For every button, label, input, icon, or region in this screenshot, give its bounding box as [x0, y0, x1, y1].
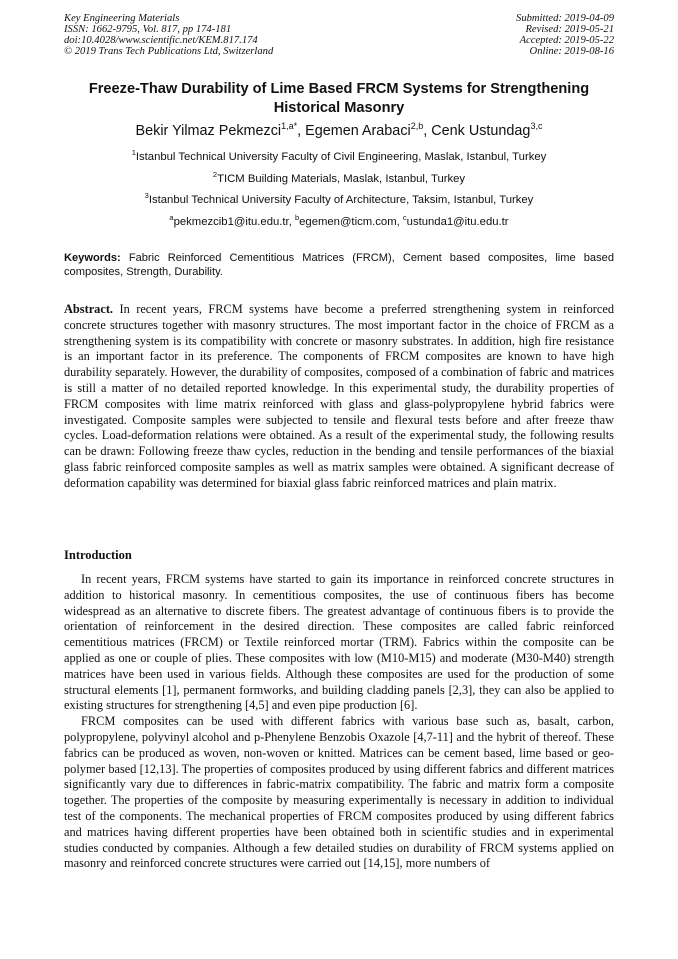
submission-dates — [516, 14, 614, 58]
abstract — [64, 302, 614, 492]
revised-date: Revised: 2019-05-21 — [525, 23, 614, 35]
journal-issn: ISSN: 1662-9795, Vol. 817, pp 174-181 — [64, 23, 232, 35]
email-link[interactable]: ustunda1@itu.edu.tr — [406, 216, 509, 228]
affiliation-3 — [64, 193, 614, 207]
author-name: Egemen Arabaci — [305, 123, 411, 139]
journal-name: Key Engineering Materials — [64, 13, 180, 24]
accepted-date: Accepted: 2019-05-22 — [519, 34, 614, 46]
submitted-date: Submitted: 2019-04-09 — [516, 13, 614, 24]
affiliation-text: Istanbul Technical University Faculty of Civil Engineering, Maslak, Istanbul, Turkey — [135, 151, 547, 163]
author-name: Cenk Ustundag — [431, 123, 531, 139]
section-heading-introduction: Introduction — [64, 548, 132, 562]
email-list — [64, 215, 614, 229]
journal-doi: doi:10.4028/www.scientific.net/KEM.817.174 — [64, 34, 258, 46]
author-sup: 2,b — [410, 121, 424, 131]
journal-copyright: © 2019 Trans Tech Publications Ltd, Switzerland — [64, 45, 274, 57]
email-sup: a — [169, 213, 174, 222]
email-link[interactable]: egemen@ticm.com — [299, 216, 397, 228]
author-name: Bekir Yilmaz Pekmezci — [135, 123, 282, 139]
affiliation-sup: 3 — [144, 191, 149, 200]
email-link[interactable]: pekmezcib1@itu.edu.tr — [173, 216, 289, 228]
affiliation-2 — [64, 172, 614, 186]
introduction-paragraph-1: In recent years, FRCM systems have started to gain its importance in reinforced concrete structures in addition to historical masonry. In cementitious composites, the use of continuous fibers has become widespread as an alternative to discrete fibers. The greatest advantage of continuous fibers is to provide the orientation of reinforcement in the desired direction. These composites are called fabric reinforced cementitious matrices (FRCM) or Textile reinforced mortar (TRM). Fabrics within the composite can be applied as one or couple of plies. These composites with low (M10-M15) and moderate (M30-M40) strength matrices have been used in various fields. Although these composites are used for the production of some structural elements [1], permanent formworks, and building cladding panels [2,3], they can also be applied to existing structures for strengthening [4,5] and even pipe production [6]. — [64, 572, 614, 713]
affiliation-text: TICM Building Materials, Maslak, Istanbul, Turkey — [217, 173, 466, 185]
keywords-label: Keywords: — [64, 252, 121, 264]
email-sep: , — [396, 216, 403, 228]
affiliation-sup: 1 — [131, 148, 136, 157]
email-sup: c — [402, 213, 407, 222]
online-date: Online: 2019-08-16 — [529, 45, 614, 57]
affiliation-sup: 2 — [212, 170, 218, 179]
author-sep: , — [423, 123, 432, 139]
author-sep: , — [297, 123, 306, 139]
affiliation-text: Istanbul Technical University Faculty of Architecture, Taksim, Istanbul, Turkey — [148, 194, 534, 206]
keywords — [64, 251, 614, 279]
affiliation-1 — [64, 150, 614, 164]
author-sup: 1,a* — [281, 121, 298, 131]
email-sup: b — [294, 213, 300, 222]
abstract-label: Abstract. — [64, 302, 114, 316]
keywords-text: Fabric Reinforced Cementitious Matrices (FRCM), Cement based composites, lime based composites, Strength, Durability. — [64, 252, 614, 279]
paper-title: Freeze-Thaw Durability of Lime Based FRCM Systems for Strengthening Historical Masonry — [88, 81, 590, 116]
abstract-text: In recent years, FRCM systems have become a preferred strengthening system in reinforced concrete structures together with masonry structures. The most important factor in the choice of FRCM as a strengthening system is its compatibility with concrete or masonry substrates. In addition, high fire resistance is an important factor in its preference. The components of FRCM composites are known to have high durability separately. However, the durability of composites, composed of a combination of fabric and matrices is still a matter of no detailed reported knowledge. In this experimental study, the durability properties of FRCM composites with lime matrix reinforced with glass and glass-polypropylene hybrid fabrics were investigated. Composite samples were subjected to tensile and flexural tests before and after freeze thaw cycles. Load-deformation relations were obtained. As a result of the experimental study, the following results can be drawn: Following freeze thaw cycles, reduction in the bending and tensile performances of the biaxial glass fabric reinforced composite samples as well as matrix samples were obtained. A significant decrease of deformation capability was determined for biaxial glass fabric reinforced matrices and plain matrix. — [64, 302, 614, 490]
author-sup: 3,c — [530, 121, 543, 131]
introduction-paragraph-2: FRCM composites can be used with different fabrics with various base such as, basalt, carbon, polypropylene, polyvinyl alcohol and p-Phenylene Benzobis Oxazole [4,7-11] and the hybrit of thereof. These fabrics can be produced as woven, non-woven or knitted. Matrices can be cement based, lime based or geo-polymer based [12,13]. The properties of composites produced by using different fabrics and different matrices significantly vary due to differences in fabric-matrix compatibility. The fabric and matrix form a composite together. The properties of the composite by measuring experimentally is necessary in addition to individual test of the components. The mechanical properties of FRCM composites produced by using different fabrics and matrices having different properties have been obtained both in scientific studies and in experimental studies conducted by companies. Although a few detailed studies on durability of FRCM systems applied on masonry and reinforced concrete structures were carried out [14,15], more numbers of — [64, 714, 614, 871]
journal-info — [64, 14, 273, 58]
author-list — [64, 122, 614, 140]
email-sep: , — [288, 216, 295, 228]
introduction-body — [64, 572, 614, 872]
